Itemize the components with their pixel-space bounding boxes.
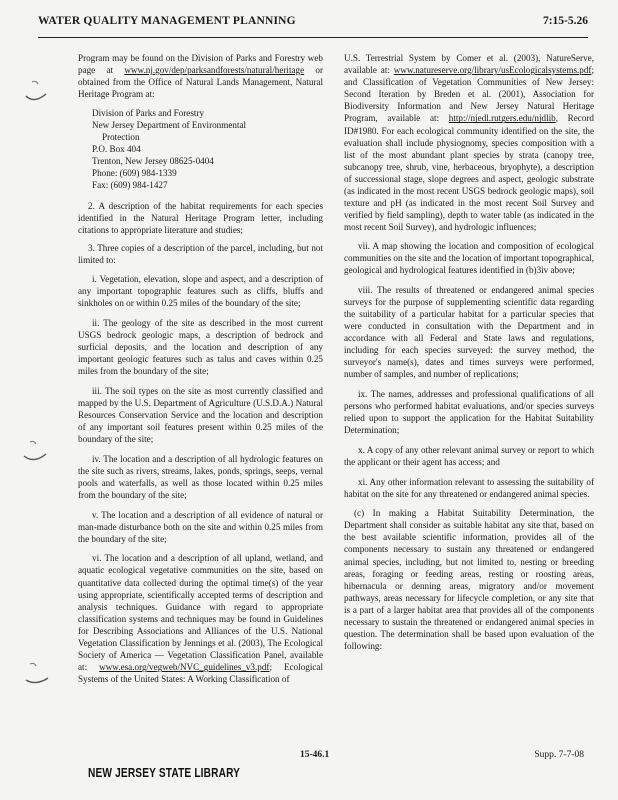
item-viii: viii. The results of threatened or endangered animal species surveys for the purpose of supplementing scientific data regarding the suitability of a particular habitat for a particular species that were conducted in consultation with the Department and in accordance with all Federal and State laws and regulations, including for each species surveyed: the survey method, the surveyor's name(s), dates and times surveys were performed, number of samples, and number of replications;: [344, 284, 594, 380]
item-vi-continued: U.S. Terrestrial System by Comer et al. (2003), NatureServe, available at: www.natureserve.org/library/usEcologicalsystems.pdf; and Classification of Vegetation Communities of New Jersey: Second Iteration by Breden et al. (2001), Association for Biodiversity Information and New Jersey Natural Heritage Program, available at: http://njedl.rutgers.edu/njdlib, Record ID#1980. For each ecological community identified on the site, the evaluation shall include physiognomy, species composition with a list of the most abundant plant species by strata (canopy tree, subcanopy tree, shrub, vine, herbaceous, bryophyte), a description of successional stage, slope degrees and aspect, geologic substrate (as indicated in the most recent USGS bedrock geologic maps), soil texture and pH (as indicated in the most recent Soil Survey and verified by field sampling), depth to water table (as indicated in the most recent Soil Survey), and hydrologic influences;: [344, 53, 594, 233]
intro-paragraph: Program may be found on the Division of Parks and Forestry web page at www.nj.gov/dep/parksandforests/natural/heritage or obtained from the Office of Natural Lands Management, Natural Heritage Program at:: [78, 53, 323, 100]
paragraph-2: 2. A description of the habitat requirements for each species identified in the Natural Heritage Program letter, including citations to appropriate literature and studies;: [78, 200, 323, 235]
margin-scribble-icon: [20, 660, 54, 690]
natureserve-link[interactable]: www.natureserve.org/library/usEcologicalsystems.pdf: [393, 65, 592, 76]
running-header: [38, 15, 588, 38]
mailing-address: Division of Parks and Forestry New Jersey Department of Environmental Protection P.O. Box 404 Trenton, New Jersey 08625-0404 Phone: (609) 984-1339 Fax: (609) 984-1427: [92, 107, 247, 191]
item-xi: xi. Any other information relevant to assessing the suitability of habitat on the site for any threatened or endangered animal species.: [344, 476, 594, 499]
item-v: v. The location and a description of all evidence of natural or man-made disturbance both on the site and within 0.25 miles from the boundary of the site;: [78, 509, 323, 544]
margin-scribble-icon: [20, 440, 54, 470]
header-section-number: 7:15-5.26: [542, 15, 588, 27]
paragraph-3: 3. Three copies of a description of the parcel, including, but not limited to:: [78, 243, 323, 266]
item-ix: ix. The names, addresses and professional qualifications of all persons who performed habitat evaluations, and/or species surveys relied upon to support the application for the Habitat Suitability Determination;: [344, 388, 594, 436]
item-iv: iv. The location and a description of all hydrologic features on the site such as rivers, streams, lakes, ponds, springs, seeps, vernal pools and waterfalls, as well as those located within 0.25 miles from the boundary of the site;: [78, 453, 323, 500]
item-ii: ii. The geology of the site as described in the most current USGS bedrock geologic maps, a description of bedrock and surficial deposits, and the location and description of any important geologic features such as talus and caves within 0.25 miles from the boundary of the site;: [78, 317, 323, 377]
right-column: [344, 52, 594, 659]
item-vii: vii. A map showing the location and composition of ecological communities on the site and the location of important topographical, geological and hydrological features identified in (b)3iv above;: [344, 240, 594, 276]
left-column: [78, 52, 323, 693]
heritage-web-link[interactable]: www.nj.gov/dep/parksandforests/natural/heritage: [124, 65, 305, 76]
item-iii: iii. The soil types on the site as most currently classified and mapped by the U.S. Department of Agriculture (U.S.D.A.) Natural Resources Conservation Service and the location and description of any important soil features present within 0.25 miles of the boundary of the site;: [78, 385, 323, 445]
margin-scribble-icon: [20, 78, 54, 108]
esa-guidelines-link[interactable]: www.esa.org/vegweb/NVC_guidelines_v3.pdf: [99, 662, 270, 673]
supplement-date: Supp. 7-7-08: [534, 750, 584, 760]
item-x: x. A copy of any other relevant animal survey or report to which the applicant or their agent has access; and: [344, 444, 594, 467]
subsection-c: (c) In making a Habitat Suitability Determination, the Department shall consider as suitable habitat any site that, based on the best available scientific information, provides all of the components necessary to sustain any threatened or endangered animal species, including, but not limited to, nesting or breeding areas, foraging or feeding areas, resting or roosting areas, hibernacula or denning areas, migratory and/or movement pathways, areas necessary for lifecycle completion, or any site that is a part of a larger habitat area that provides all of the components necessary to sustain the threatened or endangered animal species in question. The determination shall be based upon evaluation of the following:: [344, 508, 594, 652]
item-i: i. Vegetation, elevation, slope and aspect, and a description of any important topographic features such as cliffs, bluffs and sinkholes on or within 0.25 miles of the boundary of the site;: [78, 274, 323, 309]
page-number: 15-46.1: [300, 750, 330, 760]
njedl-link[interactable]: http://njedl.rutgers.edu/njdlib: [448, 113, 556, 124]
library-stamp: NEW JERSEY STATE LIBRARY: [88, 765, 241, 780]
item-vi: vi. The location and a description of all upland, wetland, and aquatic ecological vegetative communities on the site, based on quantitative data collected during the optimal time(s) of the year using appropriate, scientifically accepted terms of description and analysis techniques. Guidance with regard to appropriate classification systems and techniques may be found in Guidelines for Describing Associations and Alliances of the U.S. National Vegetation Classification by Jennings et al. (2003), The Ecological Society of America — Vegetation Classification Panel, available at: www.esa.org/vegweb/NVC_guidelines_v3.pdf; Ecological Systems of the United States: A Working Classification of: [78, 553, 323, 685]
header-title: WATER QUALITY MANAGEMENT PLANNING: [38, 15, 296, 27]
